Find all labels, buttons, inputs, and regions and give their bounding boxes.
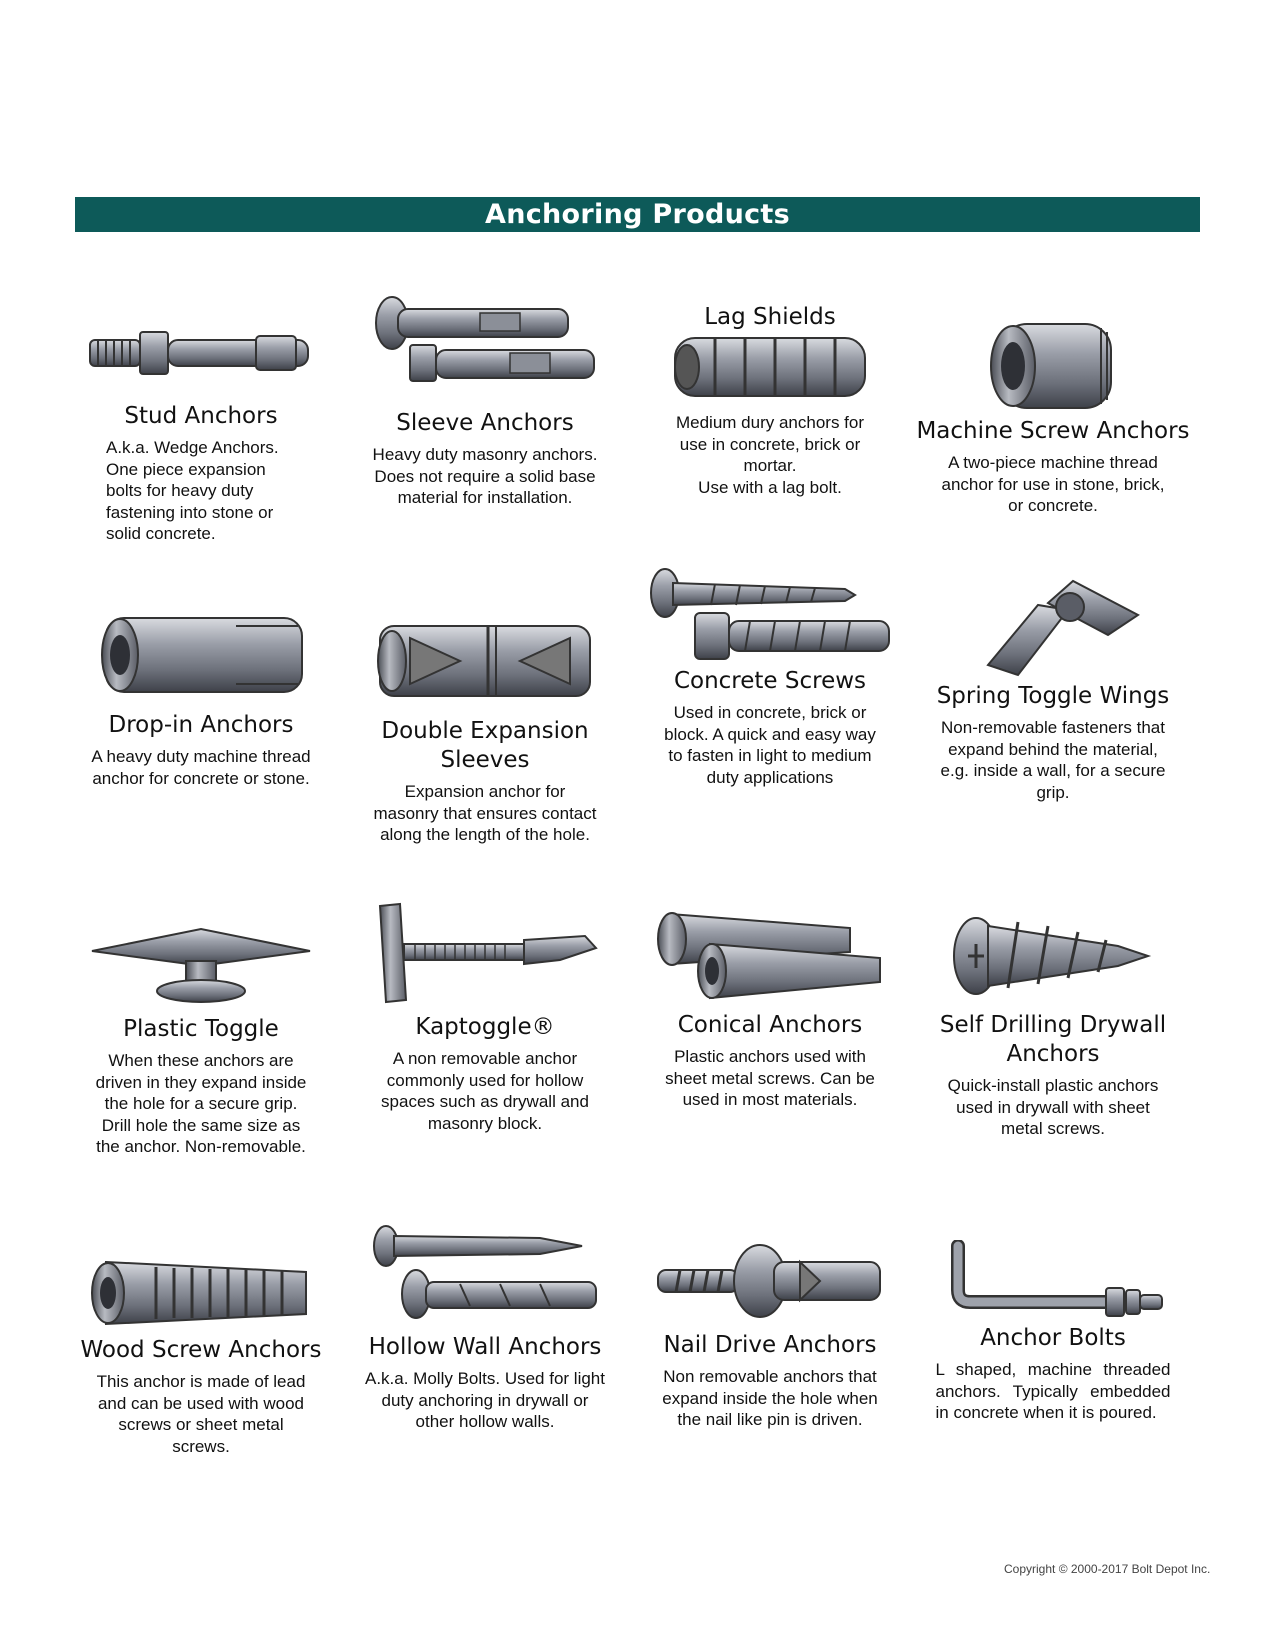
product-sleeve-anchors bbox=[340, 295, 630, 509]
product-title: Kaptoggle® bbox=[415, 1014, 555, 1040]
product-title: Double Expansion Sleeves bbox=[381, 718, 589, 773]
self-drilling-drywall-anchor-icon bbox=[948, 908, 1158, 1003]
product-kaptoggle bbox=[340, 900, 630, 1134]
product-description: Plastic anchors used with sheet metal screws. Can be used in most materials. bbox=[665, 1047, 875, 1109]
product-self-drilling-drywall-anchors bbox=[908, 908, 1198, 1140]
product-description: A non removable anchor commonly used for hollow spaces such as drywall and masonry block. bbox=[381, 1049, 589, 1133]
stud-anchor-icon bbox=[86, 312, 316, 392]
product-description: A two-piece machine thread anchor for use in stone, brick, or concrete. bbox=[941, 453, 1165, 515]
product-title: Concrete Screws bbox=[673, 668, 867, 694]
product-nail-drive-anchors bbox=[625, 1238, 915, 1431]
product-title: Plastic Toggle bbox=[123, 1016, 279, 1042]
spring-toggle-wing-icon bbox=[958, 575, 1148, 680]
product-description: This anchor is made of lead and can be used with wood screws or sheet metal screws. bbox=[96, 1372, 306, 1456]
product-description: A.k.a. Wedge Anchors. One piece expansion bolts for heavy duty fastening into stone or solid concrete. bbox=[106, 438, 279, 543]
product-wood-screw-anchors bbox=[56, 1258, 346, 1457]
product-stud-anchors bbox=[56, 312, 346, 545]
product-description: Non removable anchors that expand inside the hole when the nail like pin is driven. bbox=[662, 1367, 878, 1429]
anchor-bolt-icon bbox=[938, 1240, 1168, 1320]
copyright-notice: Copyright © 2000-2017 Bolt Depot Inc. bbox=[1004, 1562, 1211, 1576]
product-title: Anchor Bolts bbox=[980, 1325, 1126, 1351]
product-title: Hollow Wall Anchors bbox=[368, 1334, 602, 1360]
wood-screw-anchor-icon bbox=[86, 1258, 316, 1328]
product-title: Spring Toggle Wings bbox=[936, 683, 1170, 709]
drop-in-anchor-icon bbox=[86, 612, 316, 697]
conical-anchor-icon bbox=[650, 908, 890, 1003]
product-plastic-toggle bbox=[56, 925, 346, 1158]
page-title: Anchoring Products bbox=[75, 197, 1200, 232]
product-title: Nail Drive Anchors bbox=[663, 1332, 877, 1358]
product-anchor-bolts bbox=[908, 1240, 1198, 1424]
product-description-note: Use with a lag bolt. bbox=[698, 477, 842, 497]
product-concrete-screws bbox=[625, 565, 915, 788]
product-description: Quick-install plastic anchors used in drywall with sheet metal screws. bbox=[947, 1076, 1159, 1138]
product-title: Sleeve Anchors bbox=[396, 410, 574, 436]
product-description: When these anchors are driven in they expand inside the hole for a secure grip. Drill hole the same size as the anchor. Non-removable. bbox=[95, 1051, 307, 1156]
product-description: A.k.a. Molly Bolts. Used for light duty anchoring in drywall or other hollow walls. bbox=[365, 1369, 605, 1431]
plastic-toggle-icon bbox=[86, 925, 316, 1005]
product-title: Machine Screw Anchors bbox=[916, 418, 1190, 444]
nail-drive-anchor-icon bbox=[650, 1238, 890, 1323]
concrete-screw-icon bbox=[645, 565, 895, 665]
product-description: A heavy duty machine thread anchor for concrete or stone. bbox=[91, 747, 311, 788]
sleeve-anchor-icon bbox=[370, 295, 600, 395]
product-conical-anchors bbox=[625, 908, 915, 1111]
product-title: Drop-in Anchors bbox=[108, 712, 294, 738]
kaptoggle-icon bbox=[370, 900, 600, 1005]
product-title: Stud Anchors bbox=[124, 403, 278, 429]
product-drop-in-anchors bbox=[56, 612, 346, 789]
product-lag-shields bbox=[625, 303, 915, 498]
machine-screw-anchor-icon bbox=[973, 318, 1133, 413]
product-description: Non-removable fasteners that expand behind the material, e.g. inside a wall, for a secure grip. bbox=[940, 718, 1166, 802]
product-machine-screw-anchors bbox=[908, 318, 1198, 517]
product-double-expansion-sleeves bbox=[340, 618, 630, 846]
double-expansion-sleeve-icon bbox=[370, 618, 600, 703]
product-title: Wood Screw Anchors bbox=[80, 1337, 322, 1363]
product-hollow-wall-anchors bbox=[340, 1222, 630, 1433]
product-description: Expansion anchor for masonry that ensures contact along the length of the hole. bbox=[373, 782, 597, 844]
product-description: L shaped, machine threaded anchors. Typically embedded in concrete when it is poured. bbox=[935, 1360, 1171, 1422]
hollow-wall-anchor-icon bbox=[370, 1222, 600, 1327]
product-title: Lag Shields bbox=[704, 304, 836, 330]
product-description: Heavy duty masonry anchors. Does not require a solid base material for installation. bbox=[372, 445, 598, 507]
product-description: Medium dury anchors for use in concrete, brick or mortar. bbox=[675, 413, 865, 475]
lag-shield-icon bbox=[665, 332, 875, 402]
product-spring-toggle-wings bbox=[908, 575, 1198, 803]
product-title: Conical Anchors bbox=[677, 1012, 863, 1038]
product-description: Used in concrete, brick or block. A quick and easy way to fasten in light to medium duty applications bbox=[664, 703, 876, 787]
product-title: Self Drilling Drywall Anchors bbox=[939, 1012, 1167, 1067]
